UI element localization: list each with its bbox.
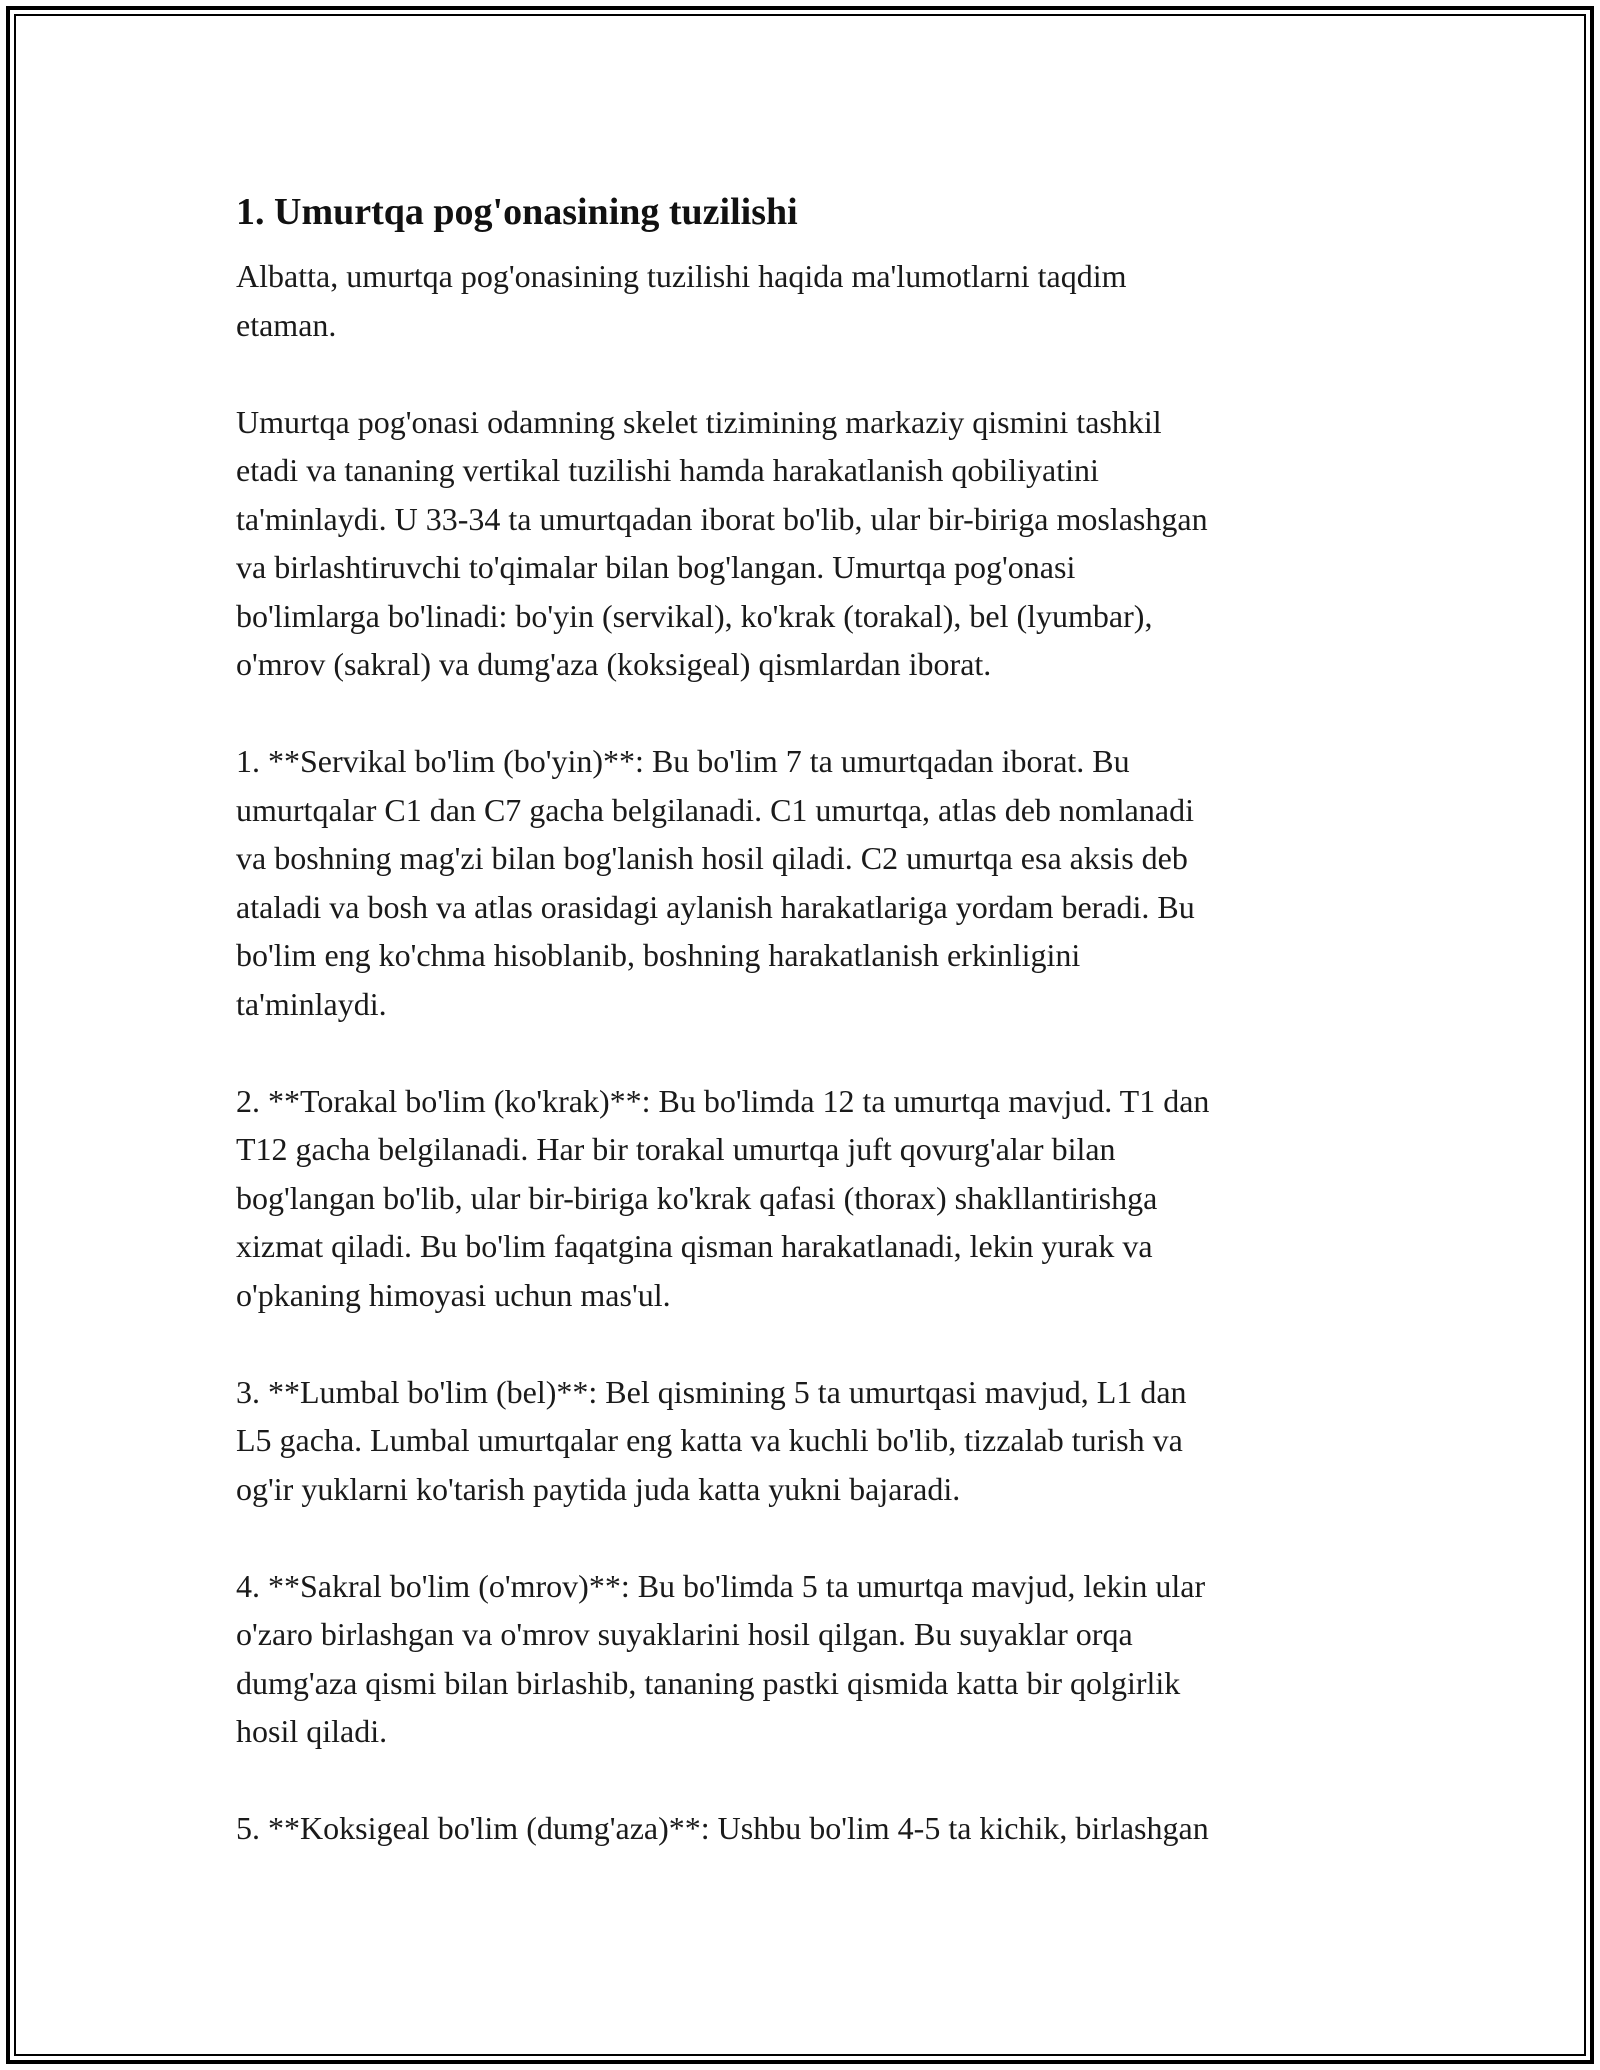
document-title: 1. Umurtqa pog'onasining tuzilishi <box>236 191 798 233</box>
paragraph-thoracic: 2. **Torakal bo'lim (ko'krak)**: Bu bo'limda 12 ta umurtqa mavjud. T1 dan T12 gacha belgilanadi. Har bir torakal umurtqa juft qovurg'alar bilan bog'langan bo'lib, ular bir-biriga ko'krak qafasi (thorax) shakllantirishga xizmat qiladi. Bu bo'lim faqatgina qisman harakatlanadi, lekin yurak va o'pkaning himoyasi uchun mas'ul. <box>236 1082 1210 1313</box>
paragraph-cervical: 1. **Servikal bo'lim (bo'yin)**: Bu bo'lim 7 ta umurtqadan iborat. Bu umurtqalar C1 dan C7 gacha belgilanadi. C1 umurtqa, atlas deb nomlanadi va boshning mag'zi bilan bog'lanish hosil qiladi. C2 umurtqa esa aksis deb ataladi va bosh va atlas orasidagi aylanish harakatlariga yordam beradi. Bu bo'lim eng ko'chma hisoblanib, boshning harakatlanish erkinligini ta'minlaydi. <box>236 743 1195 1022</box>
paragraph-sacral: 4. **Sakral bo'lim (o'mrov)**: Bu bo'limda 5 ta umurtqa mavjud, lekin ular o'zaro birlashgan va o'mrov suyaklarini hosil qilgan. Bu suyaklar orqa dumg'aza qismi bilan birlashib, tananing pastki qismida katta bir qolgirlik hosil qiladi. <box>236 1567 1206 1749</box>
paragraph-coccygeal: 5. **Koksigeal bo'lim (dumg'aza)**: Ushbu bo'lim 4-5 ta kichik, birlashgan <box>236 1810 1209 1846</box>
paragraph-intro: Albatta, umurtqa pog'onasining tuzilishi haqida ma'lumotlarni taqdim etaman. <box>236 258 1127 343</box>
paragraph-lumbar: 3. **Lumbal bo'lim (bel)**: Bel qismining 5 ta umurtqasi mavjud, L1 dan L5 gacha. Lumbal umurtqalar eng katta va kuchli bo'lib, tizzalab turish va og'ir yuklarni ko'tarish paytida juda katta yukni bajaradi. <box>236 1373 1187 1507</box>
document-body <box>236 186 1366 1901</box>
paragraph-overview: Umurtqa pog'onasi odamning skelet tizimining markaziy qismini tashkil etadi va tananing vertikal tuzilishi hamda harakatlanish qobiliyatini ta'minlaydi. U 33-34 ta umurtqadan iborat bo'lib, ular bir-biriga moslashgan va birlashtiruvchi to'qimalar bilan bog'langan. Umurtqa pog'onasi bo'limlarga bo'linadi: bo'yin (servikal), ko'krak (torakal), bel (lyumbar), o'mrov (sakral) va dumg'aza (koksigeal) qismlardan iborat. <box>236 403 1208 682</box>
